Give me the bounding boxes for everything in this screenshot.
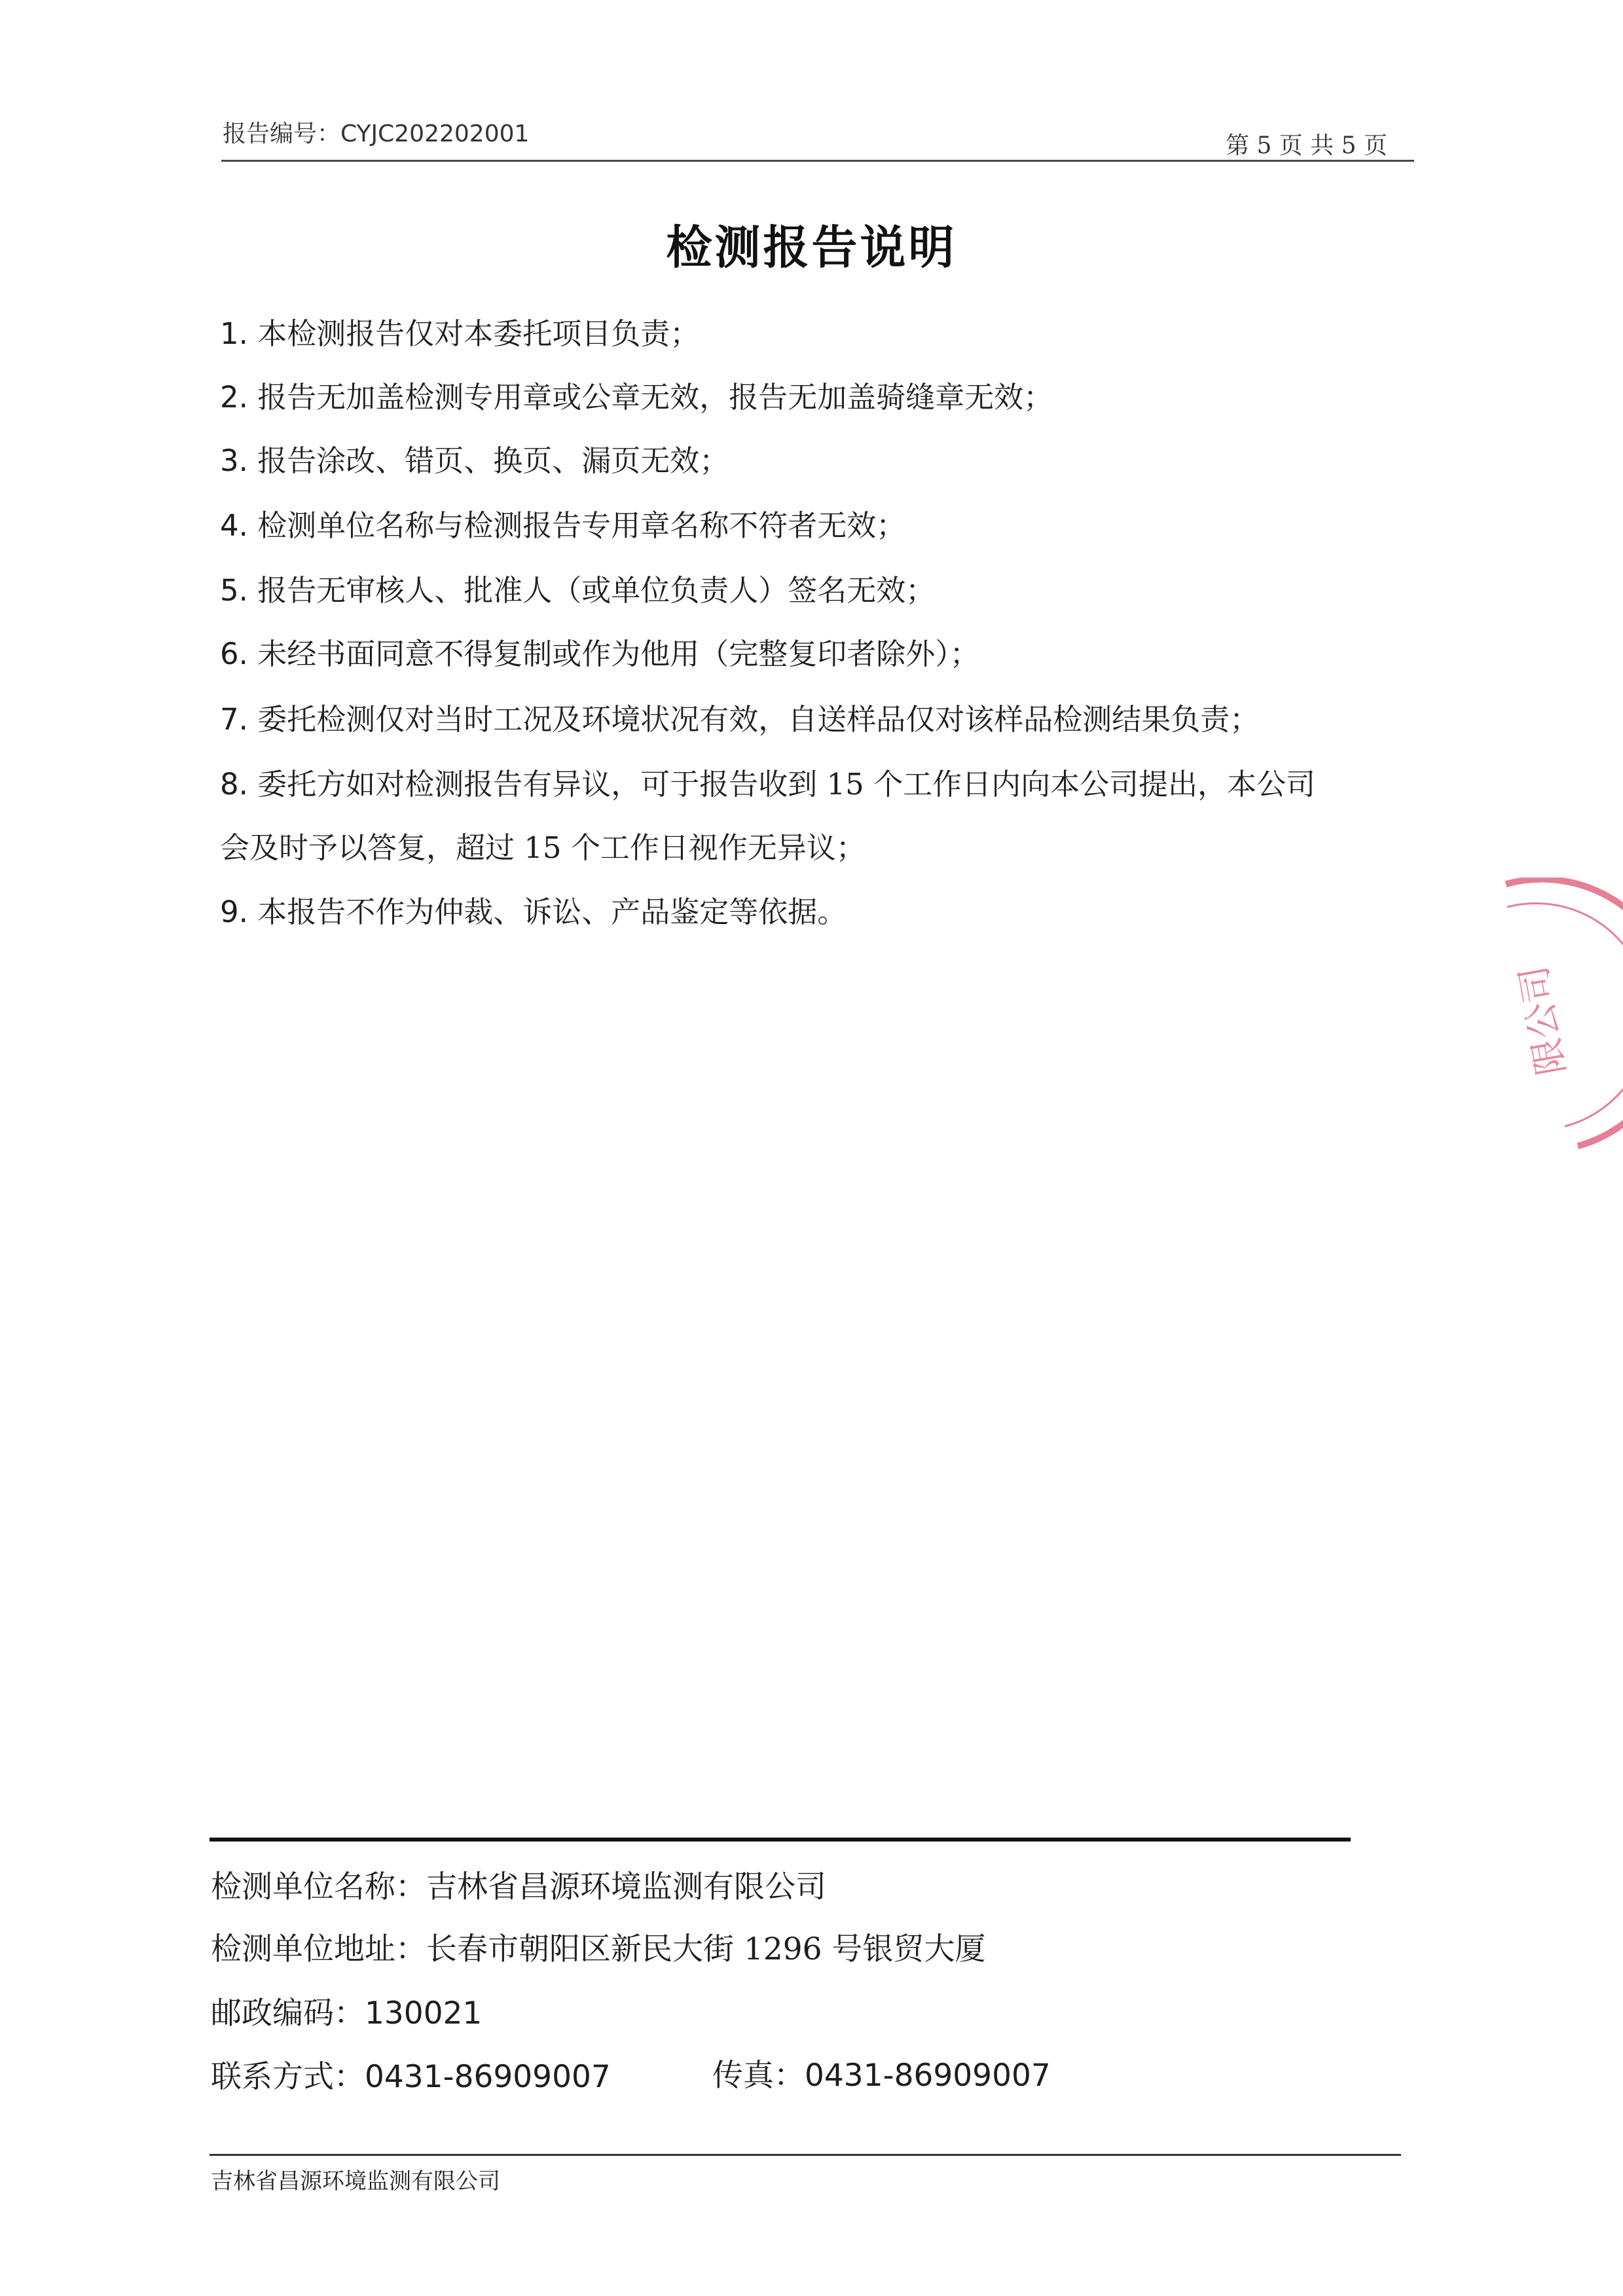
info-divider — [210, 1838, 1351, 1842]
item-number: 7. — [220, 702, 248, 737]
report-number-label: 报告编号： — [223, 120, 341, 147]
unit-name-label: 检测单位名称： — [211, 1869, 426, 1905]
item-text: 检测单位名称与检测报告专用章名称不符者无效； — [257, 508, 906, 543]
fax-value: 0431-86909007 — [805, 2058, 1051, 2094]
item-text: 委托检测仅对当时工况及环境状况有效，自送样品仅对该样品检测结果负责； — [257, 702, 1260, 737]
list-item — [220, 894, 847, 931]
item-text: 未经书面同意不得复制或作为他用（完整复印者除外）； — [257, 637, 979, 671]
header-divider — [221, 160, 1414, 162]
postcode-value: 130021 — [365, 1995, 483, 2031]
postcode-row — [211, 1995, 482, 2033]
list-item-continuation: 会及时予以答复，超过 15 个工作日视作无异议； — [220, 830, 866, 865]
item-number: 1. — [220, 316, 248, 351]
list-item — [220, 379, 1053, 416]
company-seal — [1493, 878, 1623, 1153]
postcode-label: 邮政编码： — [211, 1995, 365, 2031]
list-item — [220, 766, 1315, 803]
list-item — [220, 701, 1259, 738]
page-info: 第 5 页 共 5 页 — [1226, 132, 1388, 159]
item-text: 报告无审核人、批准人（或单位负责人）签名无效； — [257, 573, 936, 608]
contact-value: 0431-86909007 — [365, 2059, 611, 2095]
address-label: 检测单位地址： — [211, 1931, 426, 1967]
list-item — [220, 572, 935, 609]
address-row — [211, 1931, 986, 1969]
unit-name-value: 吉林省昌源环境监测有限公司 — [426, 1869, 826, 1905]
report-number — [223, 115, 529, 149]
address-value: 长春市朝阳区新民大街 1296 号银贸大厦 — [426, 1931, 986, 1967]
item-number: 2. — [220, 380, 248, 415]
contact-label: 联系方式： — [211, 2059, 365, 2095]
unit-name-row — [211, 1868, 826, 1906]
list-item — [220, 636, 979, 673]
item-number: 4. — [220, 508, 248, 543]
item-number: 3. — [220, 443, 248, 478]
list-item — [220, 508, 905, 544]
item-text: 本报告不作为仲裁、诉讼、产品鉴定等依据。 — [257, 895, 847, 929]
fax-label: 传真： — [712, 2058, 805, 2094]
item-number: 9. — [220, 895, 248, 929]
seal-text: 限公司 — [1512, 962, 1574, 1079]
item-number: 8. — [220, 767, 248, 802]
fax-row — [712, 2057, 1051, 2095]
item-number: 6. — [220, 637, 248, 671]
list-item — [220, 443, 729, 479]
list-item — [220, 316, 699, 352]
item-number: 5. — [220, 573, 248, 608]
page-title: 检测报告说明 — [666, 220, 957, 274]
report-number-value: CYJC202202001 — [340, 120, 530, 147]
contact-row — [211, 2058, 611, 2096]
item-text: 报告无加盖检测专用章或公章无效，报告无加盖骑缝章无效； — [257, 380, 1053, 415]
item-text: 本检测报告仅对本委托项目负责； — [257, 316, 700, 351]
footer-company: 吉林省昌源环境监测有限公司 — [211, 2168, 500, 2194]
item-text: 委托方如对检测报告有异议，可于报告收到 15 个工作日内向本公司提出，本公司 — [257, 767, 1316, 802]
item-text: 报告涂改、错页、换页、漏页无效； — [257, 443, 729, 478]
footer-divider — [210, 2154, 1401, 2156]
